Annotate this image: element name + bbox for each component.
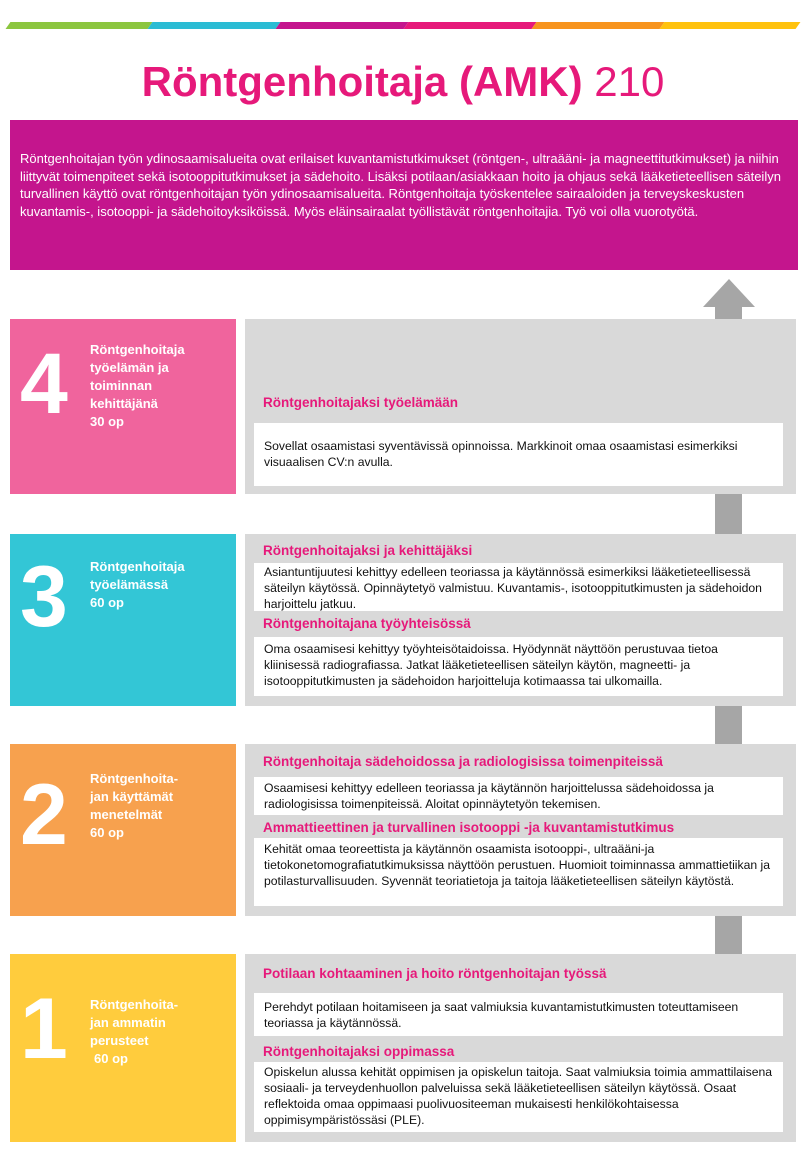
level-number: 1 xyxy=(20,981,68,1077)
arrow-shaft xyxy=(715,494,742,534)
top-stripe-green xyxy=(6,22,153,29)
top-stripe-cyan xyxy=(148,22,281,29)
arrow-up-icon xyxy=(703,279,755,307)
module-title: Röntgenhoitaja sädehoidossa ja radiologisissa toimenpiteissä xyxy=(263,754,663,769)
top-stripe-pink xyxy=(404,22,537,29)
module-text: Kehität omaa teoreettista ja käytännön osaamista isotooppi-, ultraääni-ja tietokonetomografiatutkimuksissa näyttöön perustuen. Huomioit toiminnassa ammattietiikan ja potilasturvallisuuden. Syvennät teoriatietoja ja taitoja lääketieteellisen säteilyn käytöstä. xyxy=(254,838,783,906)
level-label: Röntgenhoita- jan ammatin perusteet 60 op xyxy=(90,997,179,1066)
module-text: Opiskelun alussa kehität oppimisen ja opiskelun taitoja. Saat valmiuksia toimia ammattilaisena sosiaali- ja terveydenhuollon palveluissa sekä lääketieteellisen säteilyn käytössä. Osaat reflektoida omaa oppimaasi puolivuositeeman mukaisesti henkilökohtaisessa oppimisympäristössäsi (PLE). xyxy=(254,1062,783,1132)
title-main: Röntgenhoitaja (AMK) xyxy=(141,58,583,105)
module-text: Asiantuntijuutesi kehittyy edelleen teoriassa ja käytännössä esimerkiksi lääketieteellisessä säteilyn käytössä. Opinnäytetyö valmistuu. Kuvantamis-, isotooppitutkimusten ja sädehoidon harjoittelu jatkuu. xyxy=(254,563,783,611)
arrow-shaft xyxy=(715,914,742,954)
module-text: Sovellat osaamistasi syventävissä opinnoissa. Markkinoit omaa osaamistasi esimerkiksi visuaalisen CV:n avulla. xyxy=(254,423,783,486)
module-title: Röntgenhoitajaksi työelämään xyxy=(263,395,459,410)
level-number: 4 xyxy=(20,336,68,432)
top-stripe-orange xyxy=(532,22,665,29)
module-title: Röntgenhoitajaksi ja kehittäjäksi xyxy=(263,543,473,558)
level-1-box xyxy=(10,954,236,1142)
page-title xyxy=(0,58,806,106)
level-label: Röntgenhoita- jan käyttämät menetelmät 60 op xyxy=(90,771,179,840)
intro-box: Röntgenhoitajan työn ydinosaamisalueita ovat erilaiset kuvantamistutkimukset (röntgen-, ultraääni- ja magneettitutkimukset) ja niihin liittyvät toimenpiteet sekä isotooppitutkimukset ja sädehoito. Lisäksi potilaan/asiakkaan hoito ja ohjaus sekä lääketieteellisen säteilyn turvallinen käyttö ovat röntgenhoitajan työn ydinosaamisalueita. Röntgenhoitaja työskentelee sairaaloiden ja terveyskeskusten kuvantamis-, isotooppi- ja sädehoitoyksiköissä. Myös eläinsairaalat työllistävät röntgenhoitajia. Työ voi olla vuorotyötä. xyxy=(10,120,798,270)
title-credits: 210 xyxy=(594,58,665,105)
module-title: Röntgenhoitajaksi oppimassa xyxy=(263,1044,455,1059)
module-title: Potilaan kohtaaminen ja hoito röntgenhoitajan työssä xyxy=(263,966,607,981)
level-3-box xyxy=(10,534,236,706)
module-text: Oma osaamisesi kehittyy työyhteisötaidoissa. Hyödynnät näyttöön perustuvaa tietoa kliinisessä radiografiassa. Jatkat lääketieteellisen säteilyn käytön, magneetti- ja isotooppitutkimusten ja sädehoidon harjoitteluja kotimaassa tai ulkomailla. xyxy=(254,637,783,696)
arrow-shaft xyxy=(715,706,742,744)
module-text: Osaamisesi kehittyy edelleen teoriassa ja käytännön harjoittelussa sädehoidossa ja radiologisissa toimenpiteissä. Aloitat opinnäytetyön tekemisen. xyxy=(254,777,783,815)
top-stripe-magenta xyxy=(276,22,409,29)
module-title: Ammattieettinen ja turvallinen isotooppi -ja kuvantamistutkimus xyxy=(263,820,675,835)
module-title: Röntgenhoitajana työyhteisössä xyxy=(263,616,471,631)
module-text: Perehdyt potilaan hoitamiseen ja saat valmiuksia kuvantamistutkimusten toteuttamiseen teoriassa ja käytännössä. xyxy=(254,993,783,1036)
level-label: Röntgenhoitaja työelämässä 60 op xyxy=(90,559,185,610)
level-4-box xyxy=(10,319,236,494)
level-number: 3 xyxy=(20,549,68,645)
top-stripe-yellow xyxy=(660,22,801,29)
level-label: Röntgenhoitaja työelämän ja toiminnan kehittäjänä 30 op xyxy=(90,342,185,429)
level-number: 2 xyxy=(20,767,68,863)
level-2-box xyxy=(10,744,236,916)
